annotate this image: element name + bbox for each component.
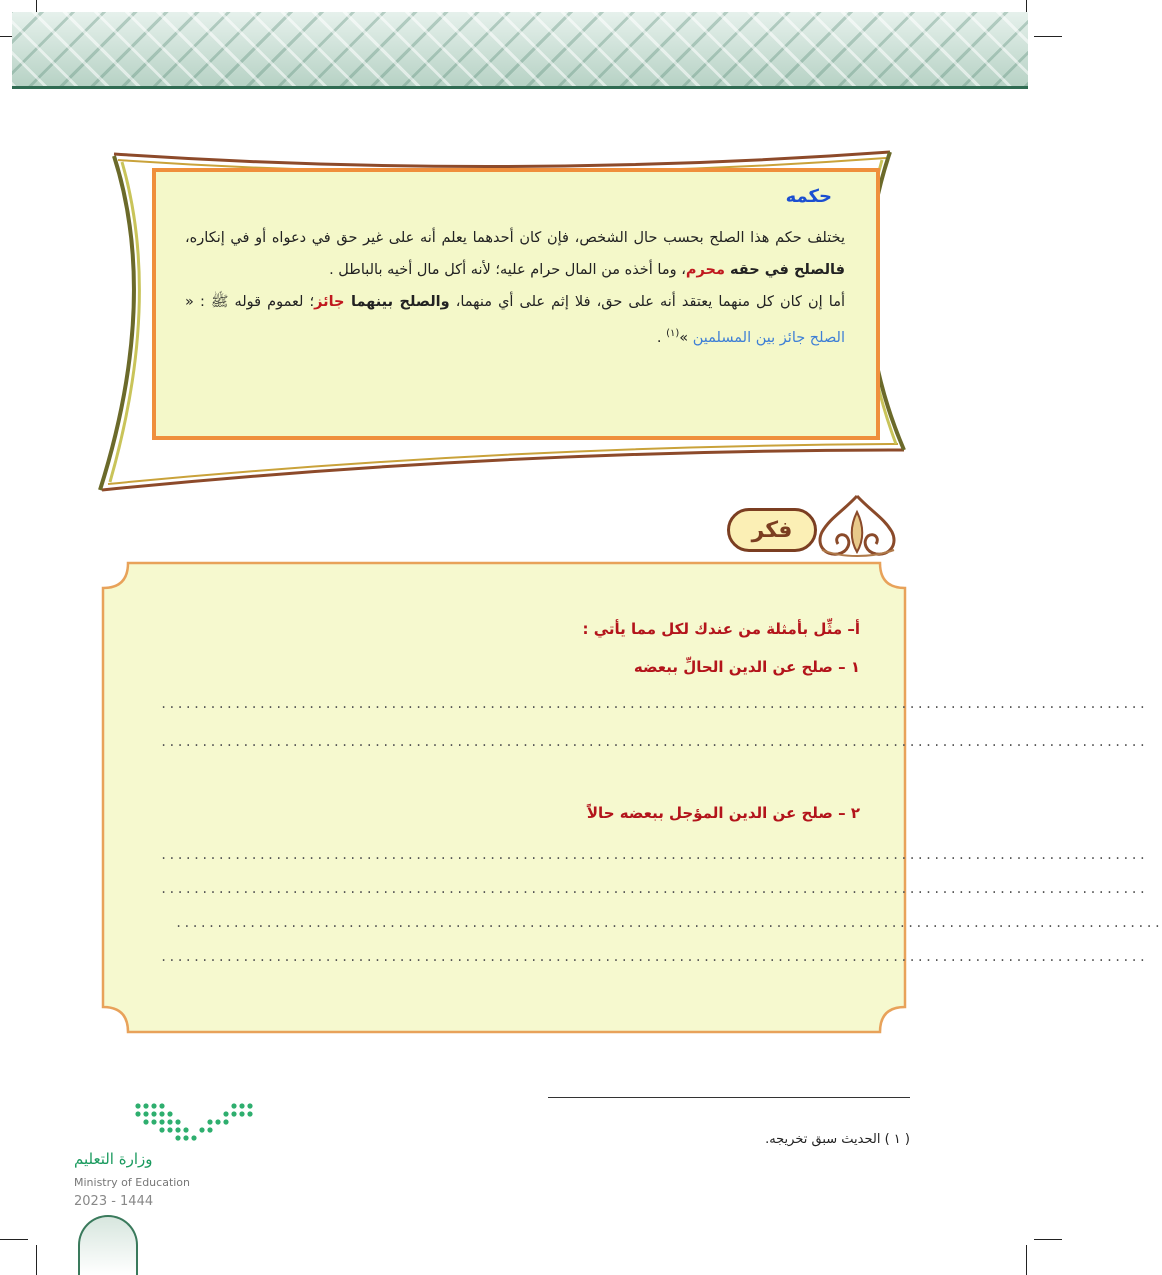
hikma-text-run: ؛ لعموم قوله ﷺ : « — [185, 294, 315, 310]
answer-line[interactable]: ........................................................................................................................ — [160, 697, 1147, 711]
hikma-body — [185, 222, 845, 354]
crop-mark — [1026, 1245, 1027, 1275]
crop-mark — [36, 1245, 37, 1275]
hikma-ruling-forbidden: محرم — [685, 262, 731, 278]
hikma-emphasis: والصلح بينهما — [351, 294, 450, 310]
crop-mark — [0, 1239, 28, 1240]
hikma-text-run: . — [656, 329, 667, 346]
exercise-item-1: ١ – صلح عن الدين الحالِّ ببعضه — [633, 658, 860, 676]
ministry-logo-icon — [132, 1100, 254, 1142]
hikma-paragraph-1 — [185, 222, 845, 286]
footnote-ref: (١) — [666, 328, 680, 339]
hikma-title: حكمه — [785, 186, 832, 207]
footnote-text: ( ١ ) الحديث سبق تخريجه. — [765, 1132, 910, 1147]
edition-year: 2023 - 1444 — [74, 1194, 154, 1209]
exercise-question: أ– مثِّل بأمثلة من عندك لكل مما يأتي : — [582, 620, 860, 638]
header-divider — [12, 86, 1028, 89]
answer-line[interactable]: ........................................................................................................................ — [175, 916, 1162, 930]
crop-mark — [1034, 36, 1062, 37]
ministry-name-arabic: وزارة التعليم — [74, 1150, 153, 1168]
footnote-divider — [548, 1097, 910, 1098]
page-number-tab — [78, 1215, 138, 1275]
hikma-text-run: أما إن كان كل منهما يعتقد أنه على حق، فلا إثم على أي منهما، — [449, 294, 845, 310]
crop-mark — [1034, 1239, 1062, 1240]
exercise-item-2: ٢ – صلح عن الدين المؤجل ببعضه حالاً — [586, 804, 860, 822]
ministry-name-english: Ministry of Education — [74, 1176, 191, 1189]
answer-line[interactable]: ........................................................................................................................ — [160, 882, 1147, 896]
hadith-quote: الصلح جائز بين المسلمين — [692, 329, 845, 346]
floral-ornament-icon — [812, 492, 902, 564]
answer-line[interactable]: ........................................................................................................................ — [160, 735, 1147, 749]
answer-line[interactable]: ........................................................................................................................ — [160, 848, 1147, 862]
hikma-paragraph-2 — [185, 286, 845, 354]
header-banner — [12, 12, 1028, 86]
hikma-ruling-permitted: جائز — [314, 294, 351, 310]
hikma-text-run: ، وما أخذه من المال حرام عليه؛ لأنه أكل مال أخيه بالباطل . — [329, 262, 686, 278]
fakkir-label: فكر — [751, 517, 793, 543]
answer-line[interactable]: ........................................................................................................................ — [160, 950, 1147, 964]
hikma-emphasis: فالصلح في حقه — [730, 262, 845, 278]
hikma-text-run: يختلف حكم هذا الصلح بحسب حال الشخص، فإن كان أحدهما يعلم أنه على غير حق في دعواه أو في إنكاره، — [185, 230, 845, 246]
hikma-text-run: » — [679, 329, 693, 346]
